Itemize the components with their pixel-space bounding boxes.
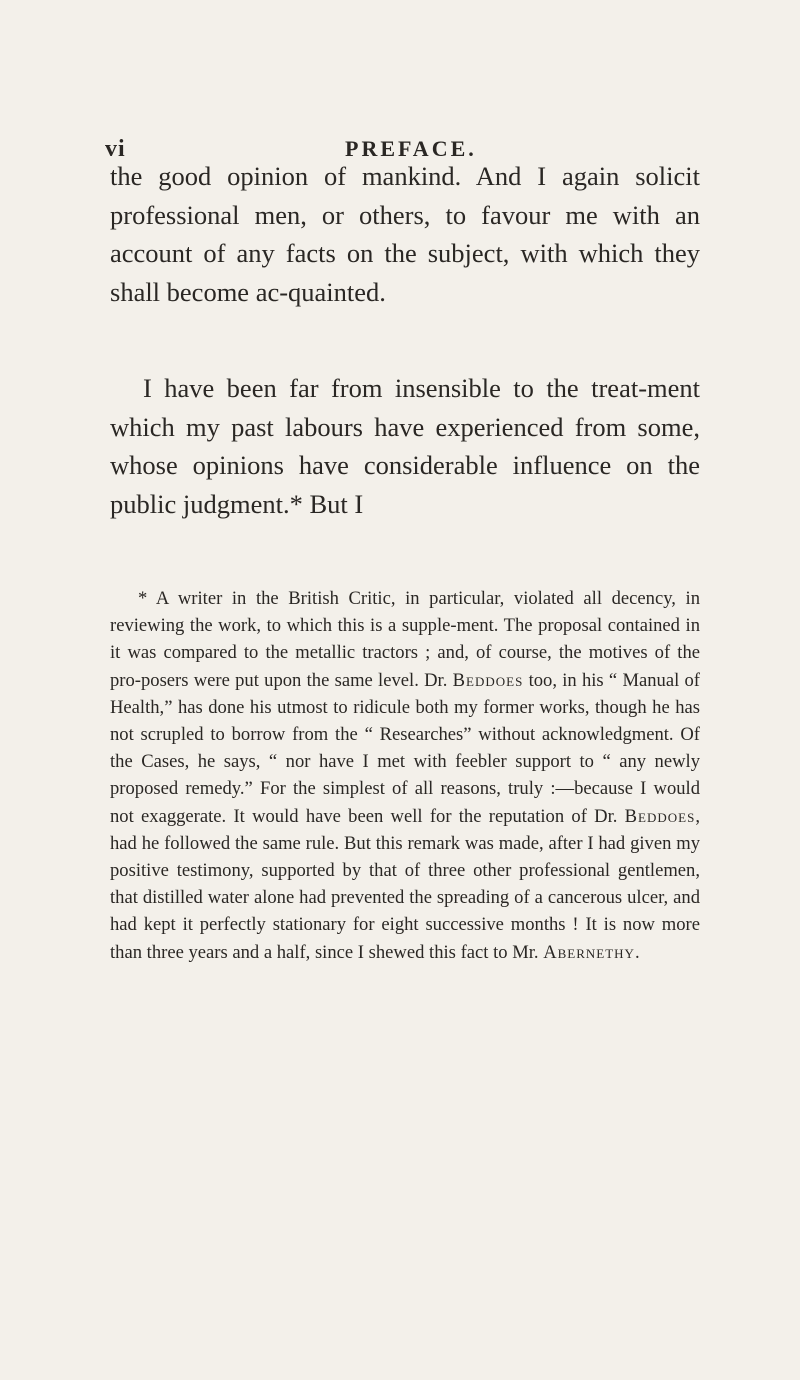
footnote bbox=[110, 585, 700, 966]
footnote-text-2: too, in his “ Manual of Health,” has done his utmost to ridicule both my former works, though he has not scrupled to borrow from the “ Researches” without acknowledgment. Of the Cases, he says, “ nor have I met with feebler support to “ any newly proposed remedy.” For the simplest of all reasons, truly :—because I would not exaggerate. It would have been well for the reputation of Dr. bbox=[110, 669, 701, 827]
footnote-name-beddoes-2: Beddoes bbox=[624, 805, 696, 827]
footnote-text-4: . bbox=[634, 941, 640, 963]
paragraph-2: I have been far from insensible to the treat-ment which my past labours have experienced from some, whose opinions have considerable influence on the public judgment.* But I bbox=[110, 373, 700, 519]
page-number: vi bbox=[105, 136, 126, 162]
footnote-name-beddoes-1: Beddoes bbox=[452, 669, 524, 691]
footnote-text-1: * A writer in the British Critic, in particular, violated all decency, in reviewing the work, to which this is a supple-ment. The proposal contained in it was compared to the metallic tractors ; and, of course, the motives of the pro-posers were put upon the same level. Dr. bbox=[110, 588, 700, 691]
footnote-name-abernethy: Abernethy bbox=[543, 941, 635, 963]
paragraph-1: the good opinion of mankind. And I again solicit professional men, or others, to favour me with an account of any facts on the subject, with which they shall become ac-quainted. bbox=[110, 161, 700, 307]
running-head: PREFACE. bbox=[345, 136, 477, 161]
footnote-text-3: , had he followed the same rule. But this remark was made, after I had given my positive testimony, supported by that of three other professional gentlemen, that distilled water alone had prevented the spreading of a cancerous ulcer, and had kept it perfectly stationary for eight successive months ! It is now more than three years and a half, since I shewed this fact to Mr. bbox=[110, 805, 700, 963]
